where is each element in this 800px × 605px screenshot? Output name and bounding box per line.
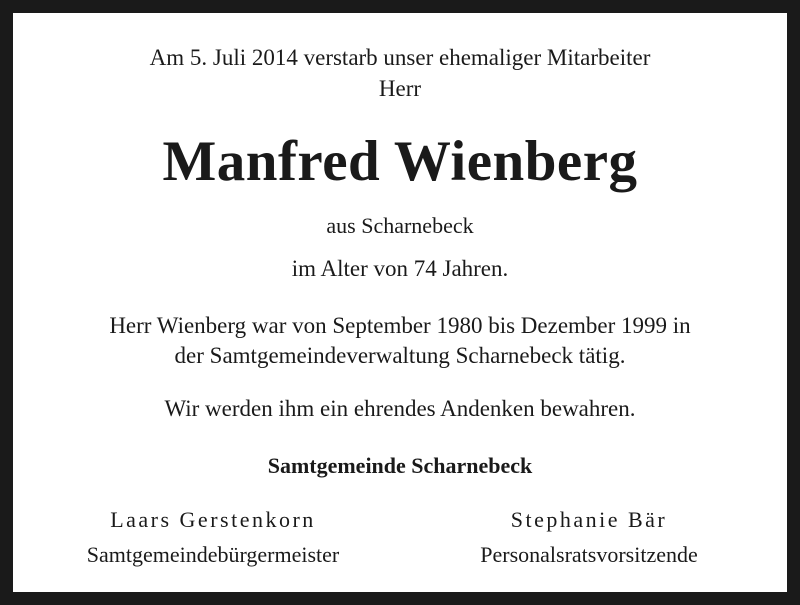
signatory-name: Stephanie Bär — [510, 507, 668, 532]
intro-line-1: Am 5. Juli 2014 verstarb unser ehemaliger Mitarbeiter — [149, 45, 651, 70]
career-line-1: Herr Wienberg war von September 1980 bis Dezember 1999 in — [109, 313, 691, 338]
origin-line: aus Scharnebeck — [326, 213, 474, 238]
organization-name: Samtgemeinde Scharnebeck — [267, 453, 533, 478]
intro-line-2: Herr — [378, 76, 422, 101]
signature-block-right — [404, 507, 774, 568]
signatory-role: Samtgemeindebürgermeister — [86, 542, 340, 567]
age-line: im Alter von 74 Jahren. — [291, 256, 509, 281]
signatory-role: Personalsratsvorsitzende — [480, 542, 698, 567]
signature-block-left — [28, 507, 398, 568]
signatory-name: Laars Gerstenkorn — [110, 507, 316, 532]
deceased-name: Manfred Wienberg — [162, 130, 638, 193]
career-line-2: der Samtgemeindeverwaltung Scharnebeck tätig. — [174, 343, 626, 368]
memory-line: Wir werden ihm ein ehrendes Andenken bewahren. — [164, 396, 636, 421]
